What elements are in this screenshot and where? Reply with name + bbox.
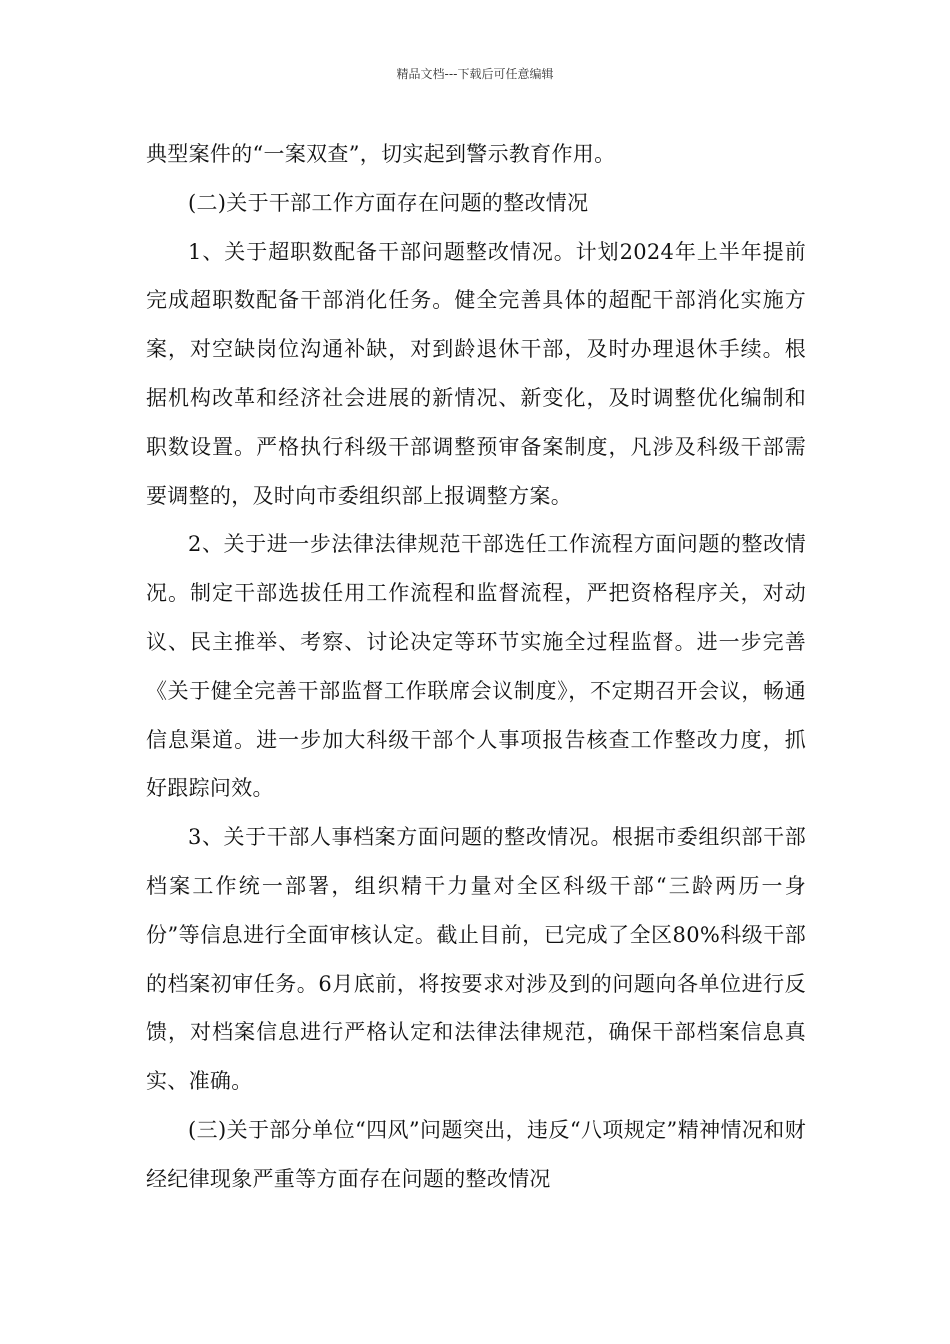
paragraph-item-2: 2、关于进一步法律法律规范干部选任工作流程方面问题的整改情况。制定干部选拔任用工作流程和监督流程，严把资格程序关，对动议、民主推举、考察、讨论决定等环节实施全过程监督。进一步完善《关于健全完善干部监督工作联席会议制度》，不定期召开会议，畅通信息渠道。进一步加大科级干部个人事项报告核查工作整改力度，抓好跟踪问效。 xyxy=(146,532,806,801)
paragraph-item-3: 3、关于干部人事档案方面问题的整改情况。根据市委组织部干部档案工作统一部署，组织精干力量对全区科级干部“三龄两历一身份”等信息进行全面审核认定。截止目前，已完成了全区80%科级干部的档案初审任务。6月底前，将按要求对涉及到的问题向各单位进行反馈，对档案信息进行严格认定和法律法律规范，确保干部档案信息真实、准确。 xyxy=(146,825,806,1094)
section-heading-3: (三)关于部分单位“四风”问题突出，违反“八项规定”精神情况和财经纪律现象严重等方面存在问题的整改情况 xyxy=(146,1117,806,1191)
paragraph-item-1: 1、关于超职数配备干部问题整改情况。计划2024年上半年提前完成超职数配备干部消化任务。健全完善具体的超配干部消化实施方案，对空缺岗位沟通补缺，对到龄退休干部，及时办理退休手续。根据机构改革和经济社会进展的新情况、新变化，及时调整优化编制和职数设置。严格执行科级干部调整预审备案制度，凡涉及科级干部需要调整的，及时向市委组织部上报调整方案。 xyxy=(146,239,806,508)
paragraph-continuation: 典型案件的“一案双查”，切实起到警示教育作用。 xyxy=(146,142,616,166)
page-header: 精品文档---下载后可任意编辑 xyxy=(396,67,554,81)
section-heading-2: (二)关于干部工作方面存在问题的整改情况 xyxy=(188,190,589,215)
document-body xyxy=(146,130,806,1204)
